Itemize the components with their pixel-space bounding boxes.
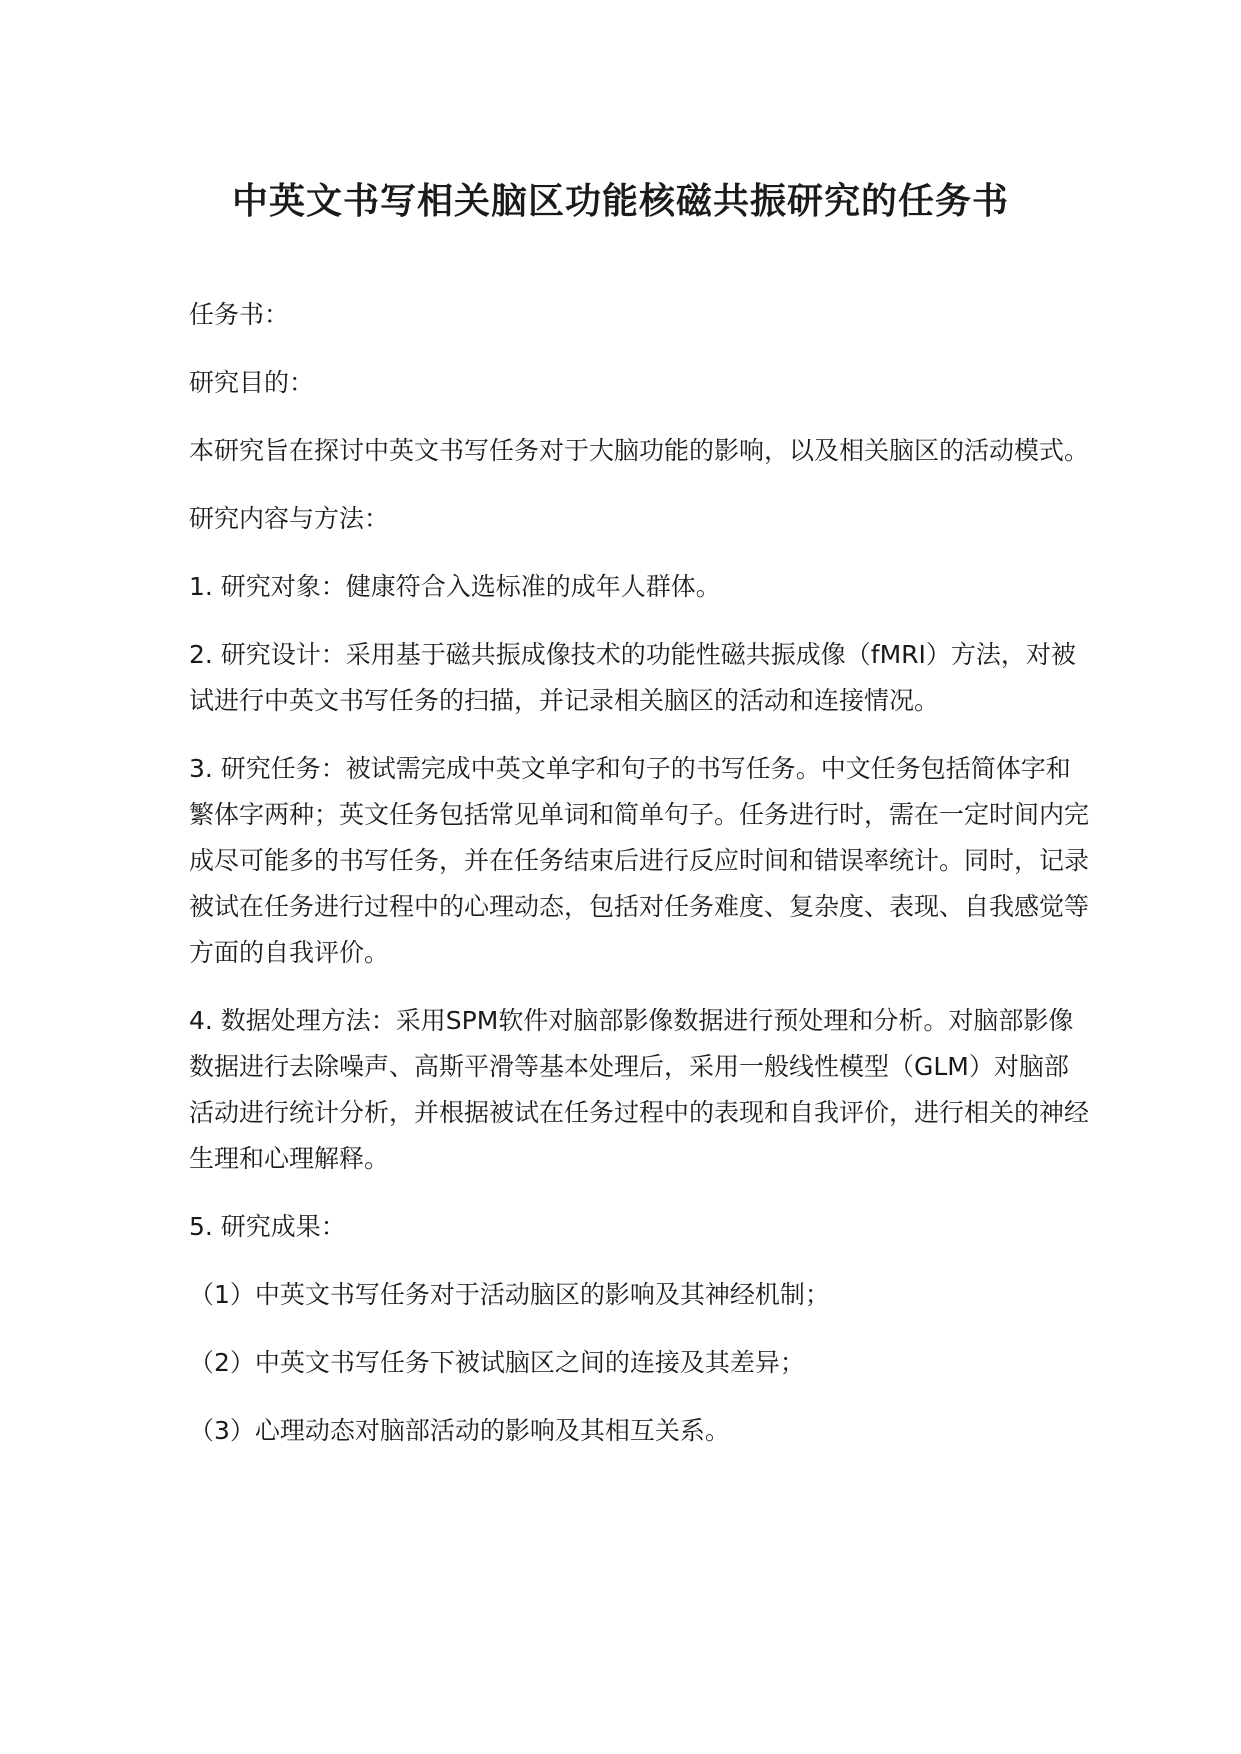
document-title: 中英文书写相关脑区功能核磁共振研究的任务书	[231, 181, 1009, 222]
paragraph-purpose: 本研究旨在探讨中英文书写任务对于大脑功能的影响，以及相关脑区的活动模式。	[189, 436, 1090, 465]
paragraph-methods-heading: 研究内容与方法：	[189, 504, 390, 533]
paragraph-item-5: 5. 研究成果：	[189, 1212, 346, 1241]
paragraph-result-3: （3）心理动态对脑部活动的影响及其相互关系。	[189, 1416, 730, 1445]
document-body	[189, 292, 1089, 1476]
paragraph-purpose-heading: 研究目的：	[189, 368, 315, 397]
paragraph-item-2: 2. 研究设计：采用基于磁共振成像技术的功能性磁共振成像（fMRI）方法，对被试进行中英文书写任务的扫描，并记录相关脑区的活动和连接情况。	[189, 640, 1076, 715]
paragraph-result-1: （1）中英文书写任务对于活动脑区的影响及其神经机制；	[189, 1280, 830, 1309]
paragraph-item-3: 3. 研究任务：被试需完成中英文单字和句子的书写任务。中文任务包括简体字和繁体字两种；英文任务包括常见单词和简单句子。任务进行时，需在一定时间内完成尽可能多的书写任务，并在任务结束后进行反应时间和错误率统计。同时，记录被试在任务进行过程中的心理动态，包括对任务难度、复杂度、表现、自我感觉等方面的自我评价。	[189, 754, 1090, 967]
paragraph-result-2: （2）中英文书写任务下被试脑区之间的连接及其差异；	[189, 1348, 805, 1377]
paragraph-item-1: 1. 研究对象：健康符合入选标准的成年人群体。	[189, 572, 721, 601]
paragraph-item-4: 4. 数据处理方法：采用SPM软件对脑部影像数据进行预处理和分析。对脑部影像数据进行去除噪声、高斯平滑等基本处理后，采用一般线性模型（GLM）对脑部活动进行统计分析，并根据被试在任务过程中的表现和自我评价，进行相关的神经生理和心理解释。	[189, 1006, 1090, 1173]
paragraph-task-label: 任务书：	[189, 300, 290, 329]
